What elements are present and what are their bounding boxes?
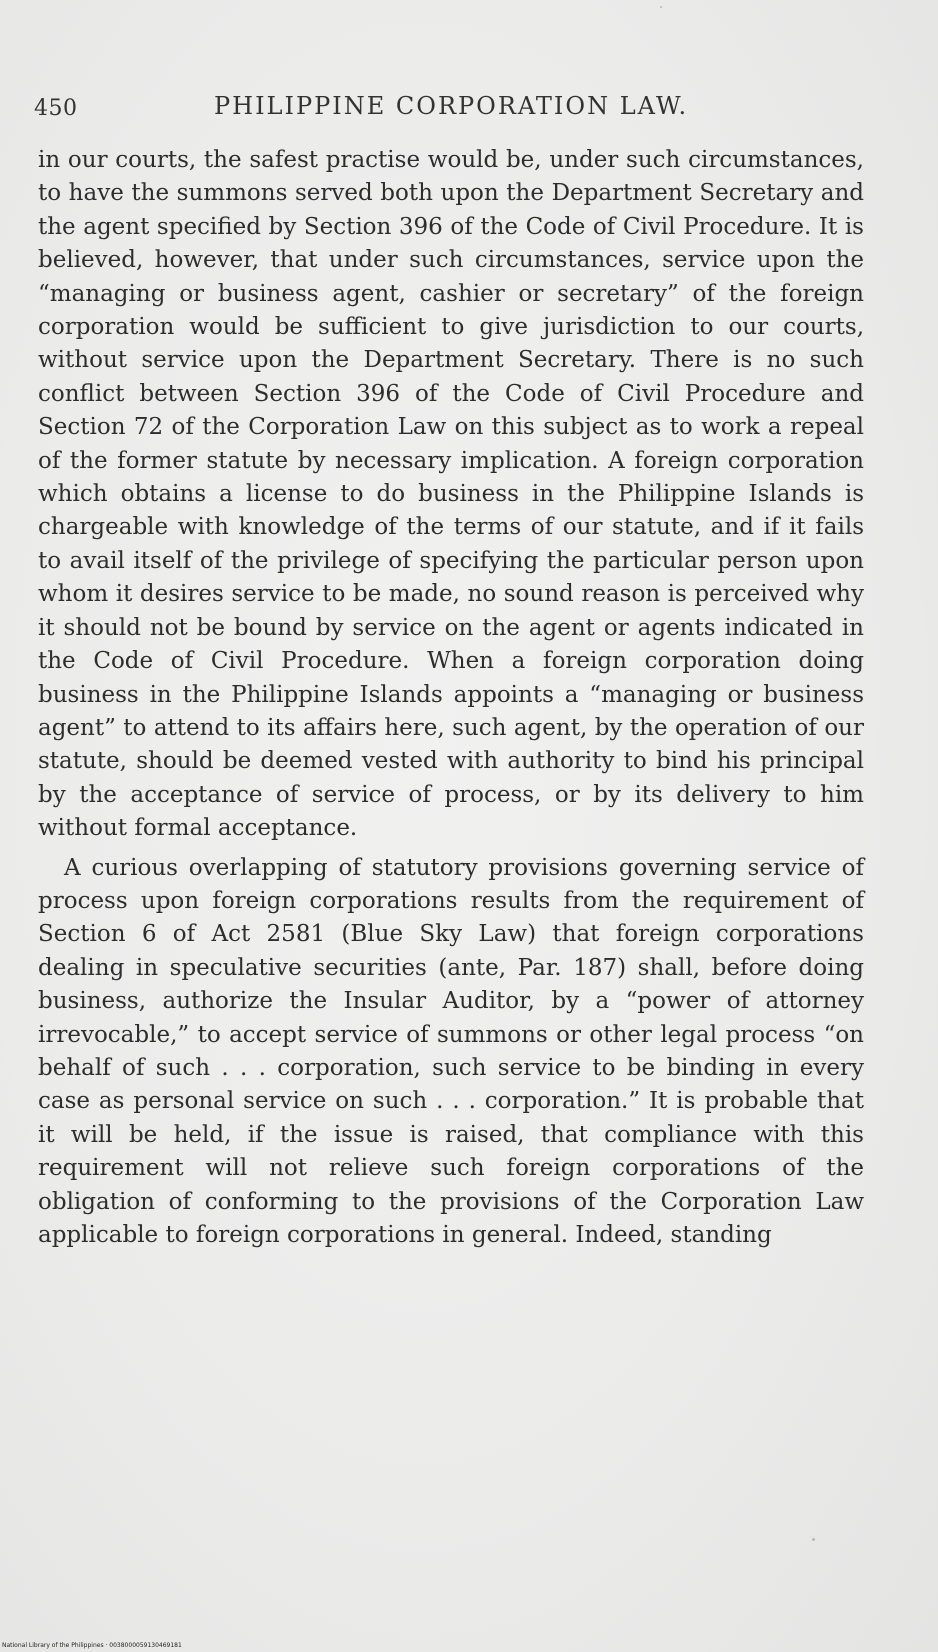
dust-speck: [812, 1538, 815, 1541]
dust-speck: [660, 6, 662, 8]
paragraph-2: A curious overlapping of statutory provisions governing service of process upon foreign corporations results from the requirement of Section 6 of Act 2581 (Blue Sky Law) that foreign corporations dealing in speculative securities (ante, Par. 187) shall, before doing business, authorize the Insular Auditor, by a “power of attorney irrevocable,” to accept service of summons or other legal process “on behalf of such . . . corporation, such service to be binding in every case as personal service on such . . . corporation.” It is probable that it will be held, if the issue is raised, that compliance with this requirement will not relieve such foreign corporations of the obligation of conforming to the provisions of the Corporation Law applicable to foreign corporations in general. Indeed, standing: [38, 854, 864, 1248]
scan-footer-label: National Library of the Philippines · 0038000059130469181: [2, 1642, 182, 1649]
body-text: [38, 144, 864, 1252]
running-title: PHILIPPINE CORPORATION LAW.: [214, 92, 689, 120]
paragraph-1: in our courts, the safest practise would be, under such circumstances, to have the summons served both upon the Department Secretary and the agent specified by Section 396 of the Code of Civil Procedure. It is believed, however, that under such circumstances, service upon the “managing or business agent, cashier or secretary” of the foreign corporation would be sufficient to give jurisdiction to our courts, without service upon the Department Secretary. There is no such conflict between Section 396 of the Code of Civil Procedure and Section 72 of the Corporation Law on this subject as to work a repeal of the former statute by necessary implication. A foreign corporation which obtains a license to do business in the Philippine Islands is chargeable with knowledge of the terms of our statute, and if it fails to avail itself of the privilege of specifying the particular person upon whom it desires service to be made, no sound reason is perceived why it should not be bound by service on the agent or agents indicated in the Code of Civil Procedure. When a foreign corporation doing business in the Philippine Islands appoints a “managing or business agent” to attend to its affairs here, such agent, by the operation of our statute, should be deemed vested with authority to bind his principal by the acceptance of service of process, or by its delivery to him without formal acceptance.: [38, 147, 864, 842]
page-number: 450: [34, 96, 78, 121]
page-header: [34, 92, 874, 128]
